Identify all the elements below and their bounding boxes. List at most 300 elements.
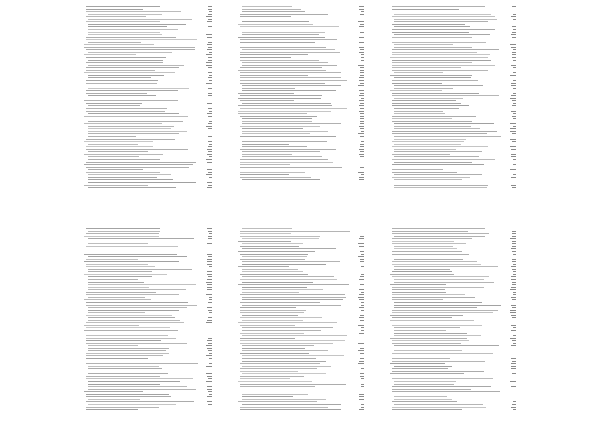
toc-page-number <box>359 149 364 150</box>
toc-entry-line <box>242 243 303 244</box>
toc-entry-line <box>392 103 461 104</box>
toc-entry-line <box>394 77 471 78</box>
toc-entry-line <box>394 384 454 385</box>
toc-page-number <box>207 271 212 272</box>
toc-page-number <box>512 299 516 300</box>
toc-page-number <box>208 19 212 20</box>
toc-page-number <box>359 77 364 78</box>
toc-page-number <box>207 389 212 390</box>
toc-entry-line <box>84 330 178 331</box>
toc-entry-line <box>240 162 333 163</box>
toc-entry-line <box>394 350 462 351</box>
toc-entry-line <box>240 172 305 173</box>
toc-page-number <box>512 284 516 285</box>
toc-page-number <box>510 238 516 239</box>
toc-page-number <box>511 185 516 186</box>
toc-page-number <box>208 14 212 15</box>
toc-entry-line <box>88 348 169 349</box>
toc-page-number <box>209 75 212 76</box>
toc-page-number <box>359 409 364 410</box>
toc-entry-line <box>242 151 320 152</box>
toc-page-number <box>511 95 516 96</box>
toc-page-number <box>207 44 212 45</box>
toc-entry-line <box>240 343 333 344</box>
toc-entry-line <box>84 100 178 101</box>
toc-page-number <box>511 325 516 326</box>
toc-page-number <box>360 118 364 119</box>
toc-page-number <box>361 384 364 385</box>
toc-entry-line <box>86 103 142 104</box>
toc-entry-line <box>88 350 166 351</box>
toc-page-number <box>512 243 516 244</box>
toc-entry-line <box>240 136 336 137</box>
toc-entry-line <box>240 307 296 308</box>
toc-page-number <box>208 350 212 351</box>
toc-page-number <box>360 32 364 33</box>
toc-entry-line <box>240 363 320 364</box>
toc-entry-line <box>392 310 498 311</box>
toc-entry-line <box>392 409 462 410</box>
toc-page-number <box>208 151 212 152</box>
toc-entry-line <box>86 62 163 63</box>
toc-entry-line <box>392 299 443 300</box>
toc-page-number <box>206 54 212 55</box>
toc-entry-line <box>394 335 481 336</box>
toc-entry-line <box>240 254 308 255</box>
toc-page-number <box>359 80 364 81</box>
toc-entry-line <box>86 37 176 38</box>
toc-page-number <box>209 111 212 112</box>
toc-page-number <box>361 302 364 303</box>
toc-page-number <box>512 57 516 58</box>
toc-entry-line <box>394 123 494 124</box>
toc-entry-line <box>88 182 196 183</box>
toc-entry-line <box>88 169 143 170</box>
toc-page-number <box>209 177 212 178</box>
toc-page-number <box>360 108 364 109</box>
toc-entry-line <box>88 156 139 157</box>
toc-page-number <box>206 159 212 160</box>
toc-entry-line <box>88 32 160 33</box>
toc-entry-line <box>242 264 326 265</box>
toc-entry-line <box>392 32 469 33</box>
toc-entry-line <box>242 327 333 328</box>
toc-entry-line <box>86 305 197 306</box>
toc-entry-line <box>242 21 309 22</box>
toc-entry-line <box>86 353 169 354</box>
toc-entry-line <box>240 167 342 168</box>
toc-entry-line <box>392 231 468 232</box>
toc-page-number <box>359 396 364 397</box>
toc-entry-line <box>392 254 469 255</box>
toc-entry-line <box>86 409 138 410</box>
toc-page-number <box>511 363 516 364</box>
toc-page-number <box>208 317 212 318</box>
toc-entry-line <box>84 54 136 55</box>
toc-page-number <box>208 236 212 237</box>
toc-page-number <box>209 144 212 145</box>
toc-entry-line <box>240 376 304 377</box>
toc-entry-line <box>242 261 340 262</box>
toc-entry-line <box>242 65 337 66</box>
toc-entry-line <box>242 248 336 249</box>
toc-page-number <box>207 401 212 402</box>
toc-entry-line <box>392 169 443 170</box>
toc-entry-line <box>88 77 151 78</box>
toc-entry-line <box>240 353 309 354</box>
toc-entry-line <box>392 361 485 362</box>
toc-entry-line <box>242 297 346 298</box>
toc-entry-line <box>88 60 163 61</box>
toc-entry-line <box>392 325 482 326</box>
toc-entry-line <box>242 276 334 277</box>
toc-page-number <box>206 62 212 63</box>
toc-page-number <box>360 146 364 147</box>
toc-page-number <box>208 95 212 96</box>
toc-entry-line <box>86 80 158 81</box>
toc-entry-line <box>88 159 160 160</box>
toc-page-number <box>511 287 516 288</box>
toc-entry-line <box>88 65 184 66</box>
toc-entry-line <box>392 121 472 122</box>
toc-entry-line <box>88 389 196 390</box>
toc-entry-line <box>392 154 450 155</box>
toc-entry-line <box>88 29 178 30</box>
toc-entry-line <box>88 42 141 43</box>
toc-entry-line <box>394 47 472 48</box>
toc-entry-line <box>394 399 452 400</box>
toc-entry-line <box>390 320 474 321</box>
toc-entry-line <box>394 128 480 129</box>
toc-entry-line <box>390 373 464 374</box>
toc-entry-line <box>86 57 166 58</box>
toc-entry-line <box>86 9 143 10</box>
toc-entry-line <box>242 228 292 229</box>
toc-entry-line <box>238 401 317 402</box>
toc-page-number <box>360 261 364 262</box>
toc-entry-line <box>240 47 326 48</box>
toc-entry-line <box>242 271 303 272</box>
toc-page-number <box>513 274 516 275</box>
toc-page-number <box>359 238 364 239</box>
toc-entry-line <box>84 116 188 117</box>
toc-page-number <box>207 289 212 290</box>
toc-page-number <box>510 169 516 170</box>
toc-entry-line <box>88 284 196 285</box>
toc-page-number <box>360 151 364 152</box>
toc-entry-line <box>86 396 171 397</box>
toc-page-number <box>207 284 212 285</box>
toc-page-number <box>207 103 212 104</box>
toc-entry-line <box>240 333 304 334</box>
toc-entry-line <box>88 282 144 283</box>
toc-entry-line <box>392 353 493 354</box>
toc-entry-line <box>242 330 321 331</box>
toc-entry-line <box>392 294 465 295</box>
toc-entry-line <box>86 83 157 84</box>
toc-entry-line <box>394 282 494 283</box>
toc-page-number <box>511 368 516 369</box>
toc-page-number <box>207 307 212 308</box>
toc-page-number <box>511 297 516 298</box>
toc-page-number <box>360 136 364 137</box>
toc-entry-line <box>392 243 466 244</box>
toc-entry-line <box>84 154 163 155</box>
toc-entry-line <box>392 118 452 119</box>
toc-entry-line <box>394 381 456 382</box>
toc-entry-line <box>240 312 304 313</box>
toc-page-number <box>358 85 364 86</box>
toc-entry-line <box>86 162 196 163</box>
toc-page-number <box>359 246 364 247</box>
toc-page-number <box>361 368 364 369</box>
toc-entry-line <box>84 164 193 165</box>
toc-page-number <box>209 156 212 157</box>
toc-page-number <box>359 26 364 27</box>
toc-entry-line <box>238 241 291 242</box>
toc-page-number <box>358 325 364 326</box>
toc-page-number <box>359 100 364 101</box>
toc-column-lower-middle <box>238 228 364 414</box>
toc-entry-line <box>88 384 160 385</box>
toc-page-number <box>206 322 212 323</box>
toc-entry-line <box>88 373 168 374</box>
toc-entry-line <box>392 401 457 402</box>
toc-entry-line <box>392 238 472 239</box>
toc-entry-line <box>240 57 291 58</box>
toc-entry-line <box>240 174 289 175</box>
toc-entry-line <box>86 376 160 377</box>
toc-entry-line <box>238 37 325 38</box>
toc-page-number <box>512 26 516 27</box>
toc-page-number <box>361 330 364 331</box>
toc-entry-line <box>86 49 195 50</box>
toc-entry-line <box>242 32 325 33</box>
toc-page-number <box>361 174 364 175</box>
toc-page-number <box>358 65 364 66</box>
toc-page-number <box>208 146 212 147</box>
toc-entry-line <box>392 371 484 372</box>
toc-entry-line <box>242 355 344 356</box>
toc-entry-line <box>392 146 488 147</box>
toc-entry-line <box>88 113 179 114</box>
toc-entry-line <box>86 327 170 328</box>
toc-page-number <box>360 358 364 359</box>
toc-page-number <box>513 401 516 402</box>
toc-entry-line <box>394 396 447 397</box>
toc-entry-line <box>240 77 341 78</box>
toc-page-number <box>511 85 516 86</box>
toc-page-number <box>513 88 516 89</box>
toc-page-number <box>207 376 212 377</box>
toc-entry-line <box>392 49 499 50</box>
toc-page-number <box>358 297 364 298</box>
toc-entry-line <box>86 228 160 229</box>
toc-entry-line <box>394 236 485 237</box>
toc-page-number <box>512 241 516 242</box>
toc-entry-line <box>84 299 151 300</box>
toc-entry-line <box>238 93 294 94</box>
toc-entry-line <box>86 90 178 91</box>
toc-page-number <box>207 113 212 114</box>
toc-page-number <box>359 179 364 180</box>
toc-entry-line <box>86 338 176 339</box>
toc-entry-line <box>88 151 148 152</box>
toc-entry-line <box>240 83 325 84</box>
toc-entry-line <box>86 167 189 168</box>
toc-entry-line <box>390 90 442 91</box>
toc-page-number <box>207 259 212 260</box>
toc-page-number <box>361 254 364 255</box>
toc-page-number <box>208 9 212 10</box>
toc-entry-line <box>392 172 457 173</box>
toc-entry-line <box>242 287 307 288</box>
toc-page-number <box>513 80 516 81</box>
toc-page-number <box>359 95 364 96</box>
toc-page-number <box>206 65 212 66</box>
toc-page-number <box>361 310 364 311</box>
toc-page-number <box>513 29 516 30</box>
toc-entry-line <box>88 231 160 232</box>
toc-page-number <box>513 118 516 119</box>
toc-entry-line <box>242 121 312 122</box>
toc-entry-line <box>394 330 446 331</box>
toc-page-number <box>208 185 212 186</box>
toc-page-number <box>512 231 516 232</box>
toc-page-number <box>360 251 364 252</box>
toc-page-number <box>511 83 516 84</box>
toc-entry-line <box>242 289 323 290</box>
toc-entry-line <box>392 95 499 96</box>
toc-page-number <box>360 93 364 94</box>
toc-page-number <box>360 128 364 129</box>
toc-page-number <box>207 187 212 188</box>
toc-page-number <box>511 279 516 280</box>
toc-page-number <box>359 307 364 308</box>
toc-page-number <box>359 105 364 106</box>
toc-entry-line <box>88 312 145 313</box>
toc-page-number <box>511 358 516 359</box>
toc-entry-line <box>84 261 179 262</box>
toc-page-number <box>360 113 364 114</box>
toc-page-number <box>208 116 212 117</box>
toc-entry-line <box>392 93 479 94</box>
toc-entry-line <box>394 34 490 35</box>
toc-page-number <box>209 233 212 234</box>
toc-page-number <box>510 146 516 147</box>
toc-entry-line <box>240 52 340 53</box>
toc-entry-line <box>392 16 495 17</box>
toc-page-number <box>358 133 364 134</box>
toc-page-number <box>511 65 516 66</box>
toc-page-number <box>512 37 516 38</box>
toc-page-number <box>208 88 212 89</box>
toc-entry-line <box>88 105 140 106</box>
toc-entry-line <box>242 299 343 300</box>
toc-entry-line <box>392 83 442 84</box>
toc-page-number <box>360 70 364 71</box>
toc-page-number <box>359 52 364 53</box>
toc-page-number <box>359 333 364 334</box>
toc-entry-line <box>242 146 307 147</box>
toc-page-number <box>207 228 212 229</box>
toc-column-lower-right <box>390 228 516 412</box>
toc-page-number <box>359 177 364 178</box>
toc-page-number <box>209 80 212 81</box>
toc-page-number <box>512 187 516 188</box>
toc-page-number <box>513 409 516 410</box>
toc-page-number <box>512 307 516 308</box>
toc-entry-line <box>88 271 152 272</box>
toc-page-number <box>360 83 364 84</box>
toc-entry-line <box>392 368 448 369</box>
toc-page-number <box>360 284 364 285</box>
toc-page-number <box>510 98 516 99</box>
toc-entry-line <box>240 126 320 127</box>
toc-entry-line <box>86 358 148 359</box>
toc-entry-line <box>392 276 489 277</box>
toc-page-number <box>207 243 212 244</box>
toc-page-number <box>358 21 364 22</box>
toc-entry-line <box>392 177 470 178</box>
toc-page-number <box>208 338 212 339</box>
toc-page-number <box>208 47 212 48</box>
toc-entry-line <box>390 284 446 285</box>
toc-entry-line <box>240 100 294 101</box>
toc-entry-line <box>392 271 452 272</box>
toc-entry-line <box>242 358 316 359</box>
toc-page-number <box>510 123 516 124</box>
toc-entry-line <box>240 259 305 260</box>
toc-entry-line <box>240 67 322 68</box>
toc-entry-line <box>240 302 320 303</box>
toc-page-number <box>208 310 212 311</box>
toc-page-number <box>206 366 212 367</box>
toc-page-number <box>511 305 516 306</box>
toc-page-number <box>512 141 516 142</box>
toc-page-number <box>207 149 212 150</box>
toc-entry-line <box>84 254 177 255</box>
toc-entry-line <box>240 54 308 55</box>
toc-entry-line <box>394 85 483 86</box>
toc-entry-line <box>240 60 319 61</box>
toc-entry-line <box>394 246 453 247</box>
toc-page-number <box>207 279 212 280</box>
toc-entry-line <box>88 75 164 76</box>
toc-entry-line <box>88 238 194 239</box>
toc-page-number <box>513 271 516 272</box>
toc-page-number <box>208 42 212 43</box>
toc-entry-line <box>242 85 341 86</box>
toc-entry-line <box>86 264 148 265</box>
toc-entry-line <box>86 139 175 140</box>
toc-page-number <box>512 116 516 117</box>
toc-entry-line <box>86 401 194 402</box>
toc-entry-line <box>392 70 488 71</box>
toc-entry-line <box>394 266 498 267</box>
toc-page-number <box>510 312 516 313</box>
toc-entry-line <box>242 144 289 145</box>
toc-entry-line <box>88 307 187 308</box>
toc-entry-line <box>392 60 491 61</box>
toc-page-number <box>360 167 364 168</box>
toc-entry-line <box>88 404 176 405</box>
toc-page-number <box>511 276 516 277</box>
toc-entry-line <box>242 366 331 367</box>
toc-page-number <box>207 169 212 170</box>
toc-page-number <box>511 407 516 408</box>
toc-entry-line <box>86 343 187 344</box>
